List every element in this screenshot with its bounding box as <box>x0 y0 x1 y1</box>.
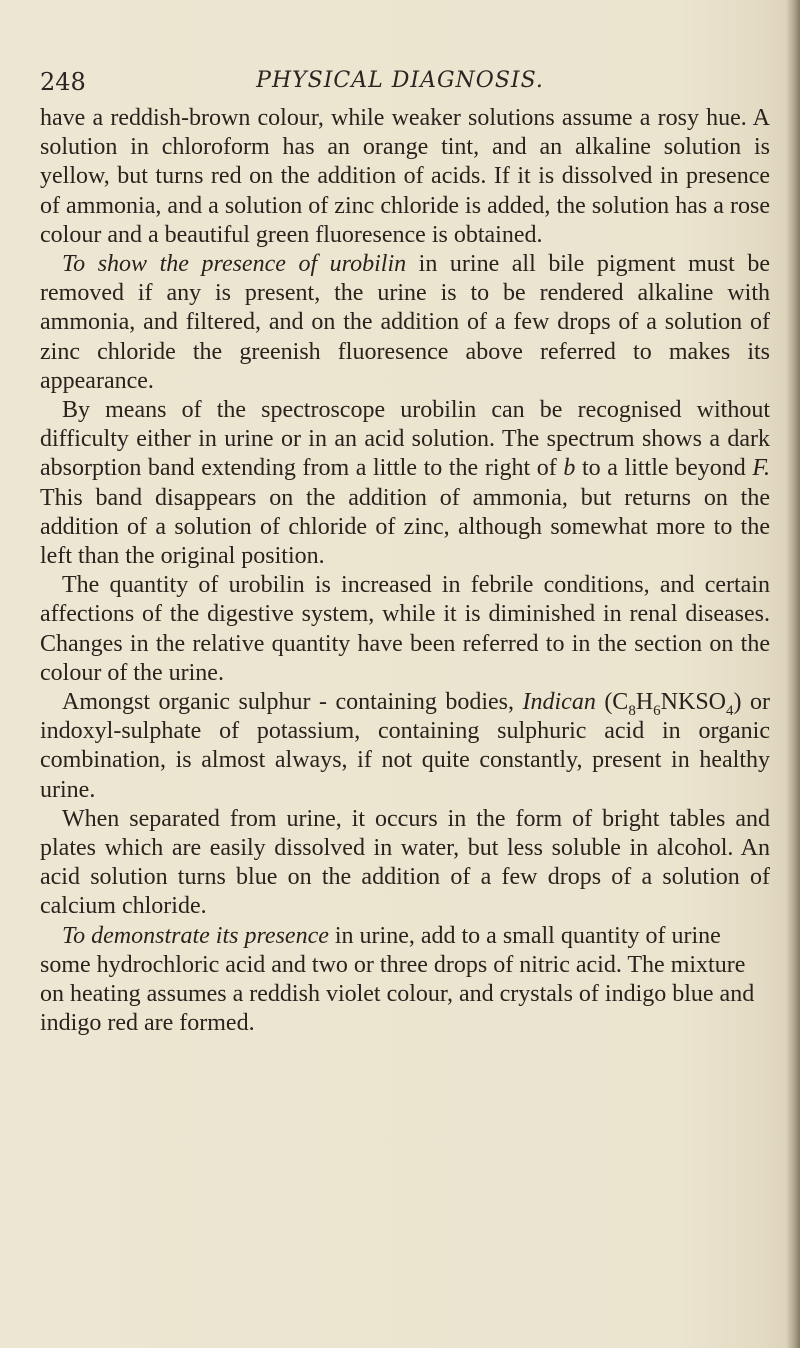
paragraph-urobilin-quantity: The quantity of urobilin is increased in febrile conditions, and certain affections of the digestive system, while it is diminished in renal diseases. Changes in the relative quantity have been referred to in the section on the colour of the urine. <box>40 572 770 686</box>
indican-test-heading: To demonstrate its presence <box>62 922 329 949</box>
paragraph-indican-properties: When separated from urine, it occurs in the form of bright tables and plates which are easily dissolved in water, but less soluble in alcohol. An acid solution turns blue on the addition of a few drops of a solution of calcium chloride. <box>40 805 770 920</box>
spectral-line-f: F. <box>752 455 770 482</box>
indican-text-a: Amongst organic sulphur - containing bodies, <box>62 689 523 716</box>
indican-test-text: in urine, add to a small quantity of urine some hydrochloric acid and two or three drops of nitric acid. The mixture on heating assumes a reddish violet colour, and crystals of indigo blue and indigo red are formed. <box>40 922 755 1037</box>
paragraph-colour-continuation: have a reddish-brown colour, while weaker solutions assume a rosy hue. A solution in chloroform has an orange tint, and an alkaline solution is yellow, but turns red on the addition of acids. If it is dissolved in presence of ammonia, and a solution of zinc chloride is added, the solution has a rose colour and a beautiful green fluoresence is obtained. <box>40 105 770 248</box>
paragraph-spectroscope <box>40 396 770 571</box>
spectroscope-text-c: to a little beyond <box>575 455 753 482</box>
indican-term: Indican <box>522 689 596 716</box>
spectral-line-b: b <box>563 455 576 482</box>
urobilin-test-heading: To show the presence of urobilin <box>62 251 407 278</box>
paragraph-indican <box>40 688 770 805</box>
indican-text-c: or indoxyl-sulphate of potassium, containing sulphuric acid in organic combination, is almost always, if not quite constantly, present in healthy urine. <box>40 689 770 803</box>
page-edge-shadow <box>786 0 800 1348</box>
indican-formula: $(C_8H_6NKSO_4)$ <box>604 689 742 719</box>
spectroscope-text-a: By means of the spectroscope urobilin can be recognised without difficulty either in urine or in an acid solution. The spectrum shows a dark absorption band extending from a little to the right of <box>40 397 770 482</box>
body-text <box>40 104 770 1039</box>
running-title: PHYSICAL DIAGNOSIS. <box>256 68 544 93</box>
paragraph-indican-test <box>40 922 770 1039</box>
page-header <box>40 60 760 100</box>
urobilin-test-text: in urine all bile pigment must be removed if any is present, the urine is to be rendered alkaline with ammonia, and filtered, and on the addition of a few drops of a solution of zinc chloride the greenish fluoresence above referred to makes its appearance. <box>40 251 770 394</box>
spectroscope-text-e: This band disappears on the addition of ammonia, but returns on the addition of a solution of chloride of zinc, although somewhat more to the left than the original position. <box>40 484 770 570</box>
paragraph-urobilin-test <box>40 250 770 396</box>
page-number: 248 <box>40 68 86 96</box>
